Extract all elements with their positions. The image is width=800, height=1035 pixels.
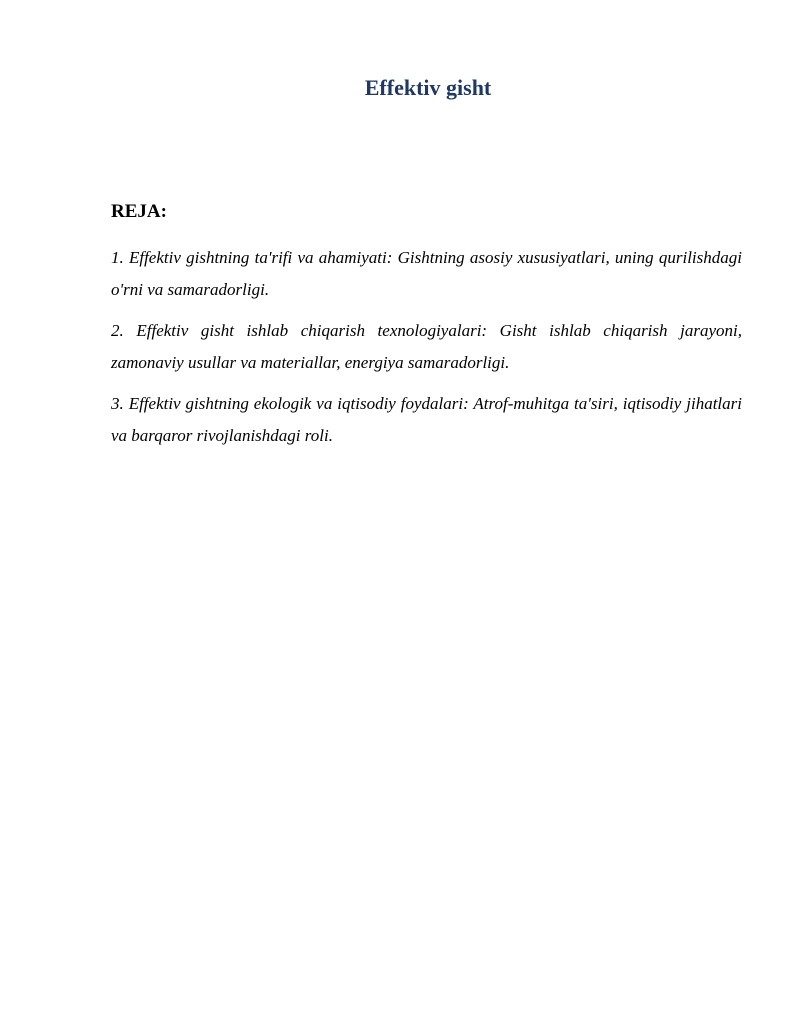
plan-item-1: 1. Effektiv gishtning ta'rifi va ahamiyati: Gishtning asosiy xususiyatlari, uning qurilishdagi o'rni va samaradorligi. (111, 248, 742, 299)
plan-list (111, 242, 742, 461)
plan-item-3: 3. Effektiv gishtning ekologik va iqtisodiy foydalari: Atrof-muhitga ta'siri, iqtisodiy jihatlari va barqaror rivojlanishdagi roli. (111, 394, 742, 445)
plan-item-2: 2. Effektiv gisht ishlab chiqarish texnologiyalari: Gisht ishlab chiqarish jarayoni, zamonaviy usullar va materiallar, energiya samaradorligi. (111, 321, 742, 372)
document-title: Effektiv gisht (364, 75, 492, 100)
plan-heading: REJA: (111, 201, 167, 222)
